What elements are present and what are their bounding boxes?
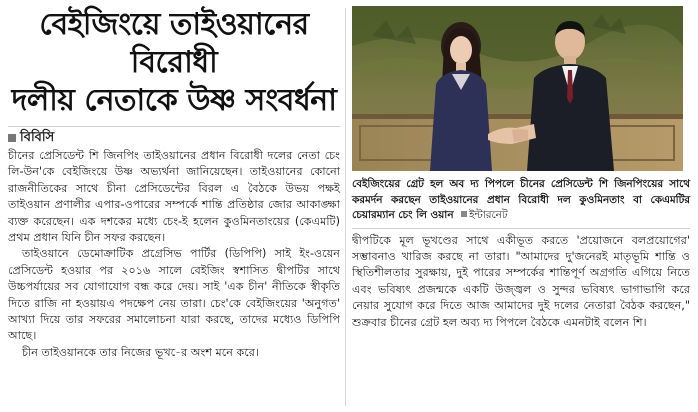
headline (8, 6, 340, 120)
paragraph-2: তাইওয়ানে ডেমোক্রাটিক প্রগ্রেসিভ পার্টির (ডিপিপি) সাই ইং-ওয়েন প্রেসিডেন্ট হওয়ার পর ২০১৬ সালে বেইজিং স্বশাসিত দ্বীপটির সাথে উচ্চপর্যায়ের সব যোগাযোগ বন্ধ করে দেয়। সাই 'এক চীন' নীতিকে স্বীকৃতি দিতে রাজি না হওয়ায়এ পদক্ষেপ নেয় তারা। চেং'কে বেইজিংয়ের 'অনুগত' আখ্যা দিয়ে তার সফরের সমালোচনা যারা করছে, তাদের মধ্যেও ডিপিপি আছে। (8, 247, 340, 343)
article-right-column (352, 6, 690, 406)
photo-illustration (352, 6, 683, 171)
headline-line-1: বেইজিংয়ে তাইওয়ানের বিরোধী (39, 7, 309, 80)
continuation-paragraph: দ্বীপটিকে মূল ভূখণ্ডের সাথে একীভূত করতে 'প্রয়োজনে বলপ্রয়োগের' সম্ভাবনাও খারিজ করছে না তারা। "আমাদের দু'জনেরই মাতৃভূমি শান্তি ও স্থিতিশীলতার সুরক্ষায়, দুই পারের সম্পর্কের শান্তিপূর্ণ অগ্রগতি এগিয়ে নিতে এবং ভবিষ্যৎ প্রজন্মকে একটি উজ্জ্বল ও সুন্দর ভবিষ্যৎ ভাগাভাগি করে নেয়ার সুযোগ করে দিতে আজ আমাদের দুই দলের নেতারা বৈঠক করছেন," শুক্রবার চীনের গ্রেট হল অব্য দ্য পিপলে বৈঠকে এমনটাই বলেন শি। (352, 233, 690, 329)
headline-line-2: দলীয় নেতাকে উষ্ণ সংবর্ধনা (11, 83, 337, 118)
paragraph-1: চীনের প্রেসিডেন্ট শি জিনপিং তাইওয়ানের প্রধান বিরোধী দলের নেতা চেং লি-উন'কে বেইজিংয়ে উষ্ণ অভ্যর্থনা জানিয়েছেন। তাইওয়ানের কোনো রাজনীতিকের সাথে চীনা প্রেসিডেন্টের বিরল এ বৈঠকে উভয় পক্ষই তাইওয়ান প্রণালীর এপার-ওপারের সম্পর্কে শান্তি প্রতিষ্ঠার জোর আকাঙ্ক্ষা ব্যক্ত করেছেন। এক দশকের মধ্যে চেং-ই হলেন কুওমিনতাংয়ের (কেএমটি) প্রথম প্রধান যিনি চীন সফর করছেন। (8, 149, 340, 245)
paragraph-3: চীন তাইওয়ানকে তার নিজের ভূখ-ের অংশ মনে করে। (22, 345, 259, 359)
caption-divider (352, 228, 690, 229)
bullet-square-icon (8, 134, 16, 142)
news-photo (352, 6, 683, 171)
column-divider (345, 8, 346, 406)
credit-square-icon (461, 211, 467, 217)
article-body (8, 148, 340, 361)
article-continuation (352, 233, 690, 331)
source-line (8, 130, 340, 146)
photo-credit (457, 209, 507, 221)
credit-label: ইন্টারনেট (469, 209, 508, 221)
photo-caption (352, 177, 690, 224)
article-left-column (8, 6, 340, 406)
divider (8, 126, 340, 127)
caption-text: বেইজিংয়ের গ্রেট হল অব দ্য পিপলে চীনের প্রেসিডেন্ট শি জিনপিংয়ের সাথে করমর্দন করছেন তাইওয়ানের প্রধান বিরোধী দল কুওমিনতাং বা কেএমটির চেয়ারম্যান চেং লি ওয়ান (352, 178, 690, 221)
source-label: বিবিসি (20, 130, 55, 145)
